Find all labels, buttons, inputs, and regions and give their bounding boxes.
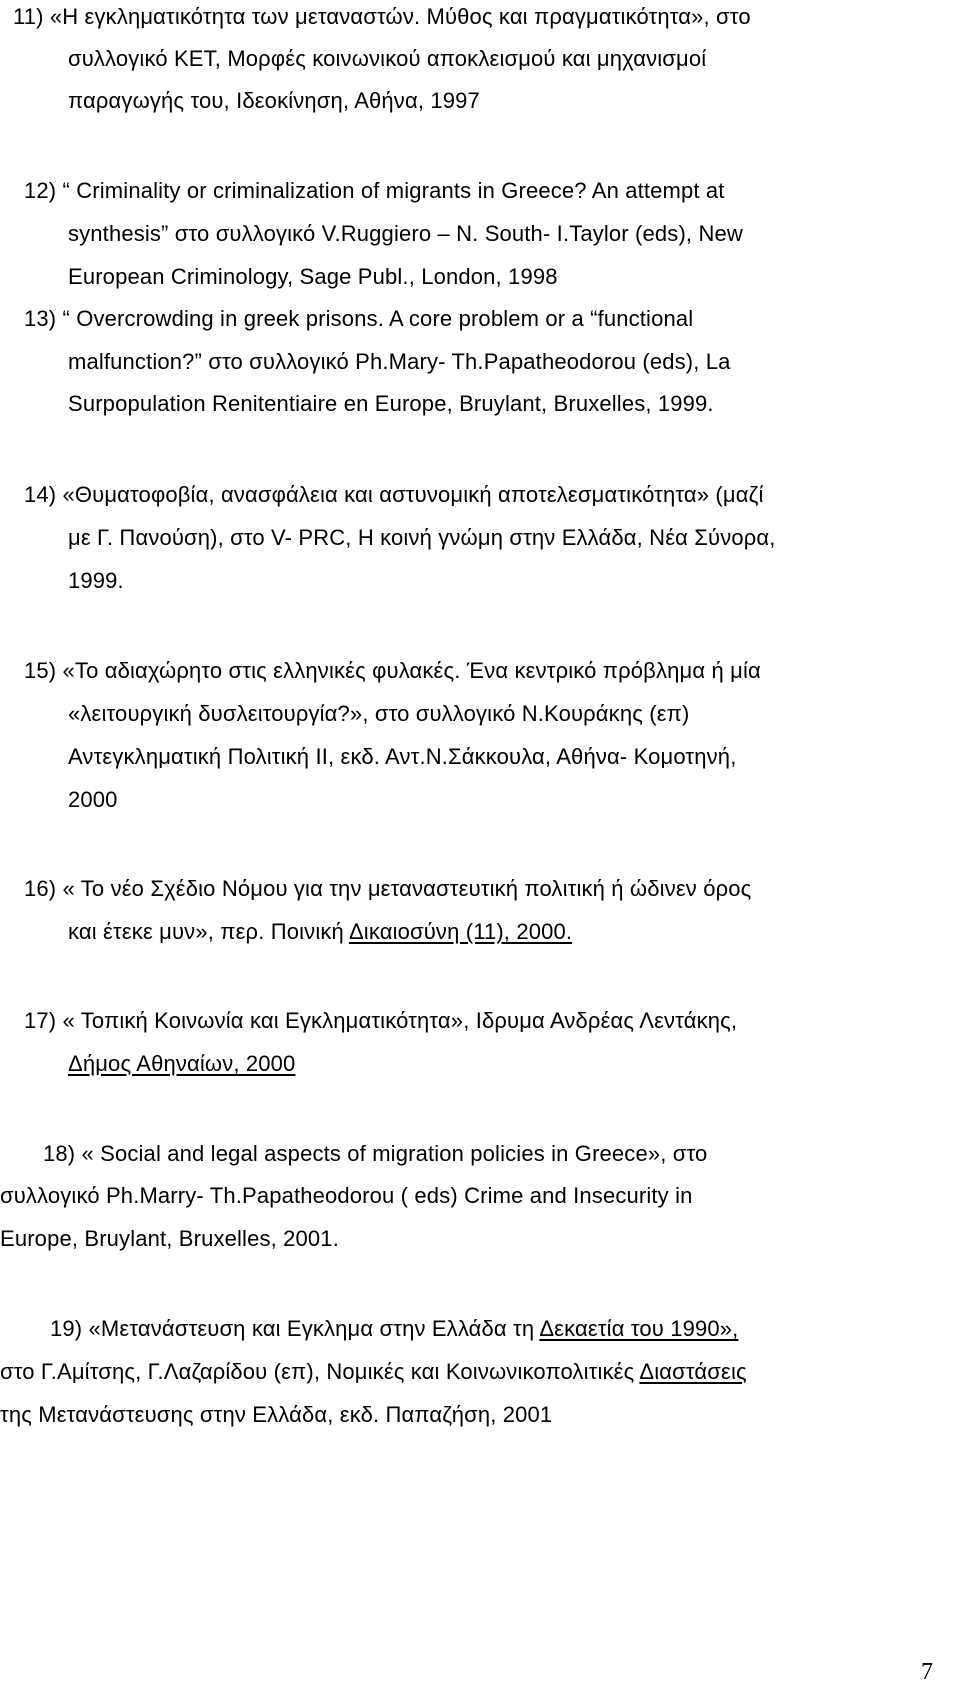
entry-18-line-3: Europe, Bruylant, Bruxelles, 2001. [0,1226,339,1251]
entry-12-line-3: European Criminology, Sage Publ., London, 1998 [68,264,558,289]
entry-19-line-1 [50,1314,738,1344]
entry-15-line-3: Αντεγκληματική Πολιτική ΙΙ, εκδ. Αντ.Ν.Σάκκουλα, Αθήνα- Κομοτηνή, [68,744,737,769]
entry-19-line-1-underlined: Δεκαετία του 1990», [539,1316,739,1341]
entry-16-line-2-text: και έτεκε μυν», περ. Ποινική [68,919,349,944]
entry-16-line-1: 16) « Το νέο Σχέδιο Νόμου για την μεταναστευτική πολιτική ή ώδινεν όρος [24,876,752,901]
entry-19-line-3: της Μετανάστευσης στην Ελλάδα, εκδ. Παπαζήση, 2001 [0,1402,553,1427]
entry-13-line-2: malfunction?” στο συλλογικό Ph.Mary- Th.Papatheodorou (eds), La [68,349,731,374]
entry-19-line-1-text: 19) «Μετανάστευση και Εγκλημα στην Ελλάδα τη [50,1316,540,1341]
entry-11-line-3: παραγωγής του, Ιδεοκίνηση, Αθήνα, 1997 [68,88,480,113]
entry-19-line-2-text: στο Γ.Αμίτσης, Γ.Λαζαρίδου (επ), Νομικές και Κοινωνικοπολιτικές [0,1359,640,1384]
entry-12-line-2: synthesis” στο συλλογικό V.Ruggiero – N. South- I.Taylor (eds), New [68,221,743,246]
entry-13-line-3: Surpopulation Renitentiaire en Europe, Bruylant, Bruxelles, 1999. [68,391,714,416]
entry-11-line-1: 11) «Η εγκληματικότητα των μεταναστών. Μύθος και πραγματικότητα», στο [13,4,751,29]
entry-14-line-1: 14) «Θυματοφοβία, ανασφάλεια και αστυνομική αποτελεσματικότητα» (μαζί [24,482,764,507]
entry-16-line-2-underlined: Δικαιοσύνη (11), 2000. [348,919,573,944]
entry-12-line-1: 12) “ Criminality or criminalization of migrants in Greece? An attempt at [24,178,725,203]
entry-15-line-4: 2000 [68,787,118,812]
entry-19-line-2 [0,1357,747,1387]
entry-19-line-2-underlined: Διαστάσεις [639,1359,747,1384]
entry-15-line-2: «λειτουργική δυσλειτουργία?», στο συλλογικό Ν.Κουράκης (επ) [68,701,690,726]
entry-14-line-2: με Γ. Πανούση), στο V- PRC, Η κοινή γνώμη στην Ελλάδα, Νέα Σύνορα, [68,525,776,550]
page-number: 7 [921,1659,933,1685]
entry-17-line-2: Δήμος Αθηναίων, 2000 [68,1051,296,1076]
entry-13-line-1: 13) “ Overcrowding in greek prisons. A core problem or a “functional [24,306,694,331]
entry-14-line-3: 1999. [68,568,124,593]
entry-18-line-1: 18) « Social and legal aspects of migration policies in Greece», στο [43,1141,708,1166]
entry-16-line-2 [68,917,572,947]
entry-15-line-1: 15) «Το αδιαχώρητο στις ελληνικές φυλακές. Ένα κεντρικό πρόβλημα ή μία [24,658,761,683]
entry-18-line-2: συλλογικό Ph.Marry- Th.Papatheodorou ( eds) Crime and Insecurity in [0,1183,693,1208]
entry-11-line-2: συλλογικό ΚΕΤ, Μορφές κοινωνικού αποκλεισμού και μηχανισμοί [68,46,707,71]
entry-17-line-1: 17) « Τοπική Κοινωνία και Εγκληματικότητα», Ιδρυμα Ανδρέας Λεντάκης, [24,1008,738,1033]
